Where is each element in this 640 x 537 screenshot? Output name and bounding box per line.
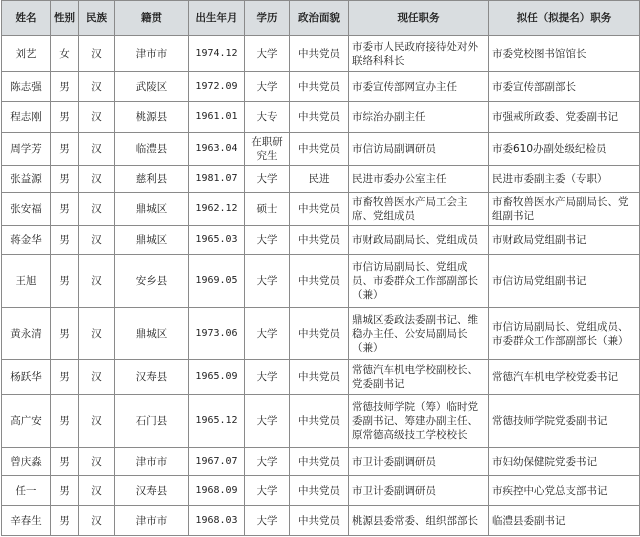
table-row [2,102,640,133]
cell-name: 辛春生 [2,506,51,536]
personnel-table [1,0,640,536]
cell-proposed-post: 市信访局副局长、党组成员、市委群众工作部副部长（兼） [489,308,640,360]
cell-political: 中共党员 [290,226,349,255]
table-row [2,226,640,255]
cell-origin: 津市市 [115,448,189,476]
cell-political: 中共党员 [290,36,349,72]
cell-current-post: 市委宣传部网宣办主任 [349,72,489,102]
cell-ethnicity: 汉 [79,255,115,308]
cell-current-post: 市信访局副局长、党组成员、市委群众工作部副部长（兼） [349,255,489,308]
cell-current-post: 民进市委办公室主任 [349,166,489,193]
cell-gender: 男 [51,133,79,166]
cell-education: 大学 [245,308,290,360]
header-education: 学历 [245,1,290,36]
cell-birth: 1973.06 [189,308,245,360]
table-row [2,36,640,72]
cell-education: 大专 [245,102,290,133]
cell-education: 大学 [245,476,290,506]
cell-gender: 男 [51,308,79,360]
cell-name: 陈志强 [2,72,51,102]
cell-name: 高广安 [2,395,51,448]
cell-birth: 1967.07 [189,448,245,476]
table-row [2,448,640,476]
cell-political: 中共党员 [290,102,349,133]
cell-proposed-post: 市委宣传部副部长 [489,72,640,102]
table-body [2,36,640,536]
cell-origin: 武陵区 [115,72,189,102]
cell-gender: 男 [51,360,79,395]
cell-birth: 1972.09 [189,72,245,102]
cell-birth: 1968.09 [189,476,245,506]
cell-political: 中共党员 [290,72,349,102]
table-row [2,193,640,226]
cell-origin: 汉寿县 [115,476,189,506]
cell-political: 中共党员 [290,308,349,360]
cell-current-post: 常德技师学院（筹）临时党委副书记、筹建办副主任、原常德高级技工学校校长 [349,395,489,448]
cell-gender: 男 [51,166,79,193]
cell-proposed-post: 市财政局党组副书记 [489,226,640,255]
cell-name: 程志刚 [2,102,51,133]
cell-current-post: 市卫计委副调研员 [349,476,489,506]
cell-proposed-post: 临澧县委副书记 [489,506,640,536]
cell-political: 中共党员 [290,395,349,448]
cell-political: 中共党员 [290,193,349,226]
cell-birth: 1965.12 [189,395,245,448]
cell-gender: 男 [51,476,79,506]
cell-education: 大学 [245,395,290,448]
cell-gender: 男 [51,226,79,255]
header-row [2,1,640,36]
table-row [2,476,640,506]
cell-education: 大学 [245,226,290,255]
cell-birth: 1962.12 [189,193,245,226]
cell-political: 中共党员 [290,360,349,395]
cell-birth: 1965.09 [189,360,245,395]
cell-current-post: 市财政局副局长、党组成员 [349,226,489,255]
cell-origin: 津市市 [115,36,189,72]
cell-origin: 安乡县 [115,255,189,308]
cell-gender: 男 [51,255,79,308]
table-row [2,72,640,102]
cell-origin: 鼎城区 [115,226,189,255]
cell-proposed-post: 民进市委副主委（专职） [489,166,640,193]
table-row [2,133,640,166]
cell-education: 大学 [245,166,290,193]
cell-proposed-post: 市畜牧兽医水产局副局长、党组副书记 [489,193,640,226]
cell-education: 大学 [245,72,290,102]
cell-education: 大学 [245,360,290,395]
cell-ethnicity: 汉 [79,102,115,133]
cell-ethnicity: 汉 [79,360,115,395]
header-ethnicity: 民族 [79,1,115,36]
cell-ethnicity: 汉 [79,36,115,72]
cell-gender: 男 [51,395,79,448]
cell-ethnicity: 汉 [79,506,115,536]
cell-birth: 1963.04 [189,133,245,166]
table-row [2,506,640,536]
cell-gender: 男 [51,193,79,226]
table-row [2,395,640,448]
cell-gender: 女 [51,36,79,72]
header-name: 姓名 [2,1,51,36]
cell-political: 中共党员 [290,255,349,308]
cell-name: 蒋金华 [2,226,51,255]
cell-gender: 男 [51,448,79,476]
cell-birth: 1969.05 [189,255,245,308]
cell-ethnicity: 汉 [79,448,115,476]
cell-current-post: 常德汽车机电学校副校长、党委副书记 [349,360,489,395]
cell-birth: 1981.07 [189,166,245,193]
cell-education: 大学 [245,448,290,476]
cell-ethnicity: 汉 [79,226,115,255]
cell-proposed-post: 常德技师学院党委副书记 [489,395,640,448]
header-current-post: 现任职务 [349,1,489,36]
header-birth: 出生年月 [189,1,245,36]
cell-gender: 男 [51,102,79,133]
cell-name: 任一 [2,476,51,506]
cell-birth: 1961.01 [189,102,245,133]
cell-education: 大学 [245,36,290,72]
cell-current-post: 市卫计委副调研员 [349,448,489,476]
cell-education: 大学 [245,506,290,536]
cell-origin: 鼎城区 [115,193,189,226]
header-gender: 性别 [51,1,79,36]
cell-origin: 汉寿县 [115,360,189,395]
cell-origin: 桃源县 [115,102,189,133]
cell-proposed-post: 常德汽车机电学校党委书记 [489,360,640,395]
cell-ethnicity: 汉 [79,193,115,226]
cell-origin: 石门县 [115,395,189,448]
cell-origin: 鼎城区 [115,308,189,360]
table-row [2,166,640,193]
cell-origin: 慈利县 [115,166,189,193]
cell-name: 曾庆淼 [2,448,51,476]
cell-current-post: 市信访局副调研员 [349,133,489,166]
cell-current-post: 市畜牧兽医水产局工会主席、党组成员 [349,193,489,226]
cell-proposed-post: 市妇幼保健院党委书记 [489,448,640,476]
table-row [2,255,640,308]
cell-name: 周学芳 [2,133,51,166]
cell-current-post: 市综治办副主任 [349,102,489,133]
cell-name: 杨跃华 [2,360,51,395]
header-origin: 籍贯 [115,1,189,36]
cell-current-post: 市委市人民政府接待处对外联络科科长 [349,36,489,72]
cell-education: 在职研究生 [245,133,290,166]
cell-name: 刘艺 [2,36,51,72]
cell-political: 中共党员 [290,448,349,476]
cell-political: 民进 [290,166,349,193]
cell-ethnicity: 汉 [79,166,115,193]
cell-birth: 1974.12 [189,36,245,72]
cell-name: 张益源 [2,166,51,193]
cell-proposed-post: 市强戒所政委、党委副书记 [489,102,640,133]
cell-education: 大学 [245,255,290,308]
cell-political: 中共党员 [290,506,349,536]
table-row [2,360,640,395]
cell-ethnicity: 汉 [79,72,115,102]
cell-education: 硕士 [245,193,290,226]
cell-proposed-post: 市委610办副处级纪检员 [489,133,640,166]
table-row [2,308,640,360]
cell-gender: 男 [51,72,79,102]
cell-name: 王旭 [2,255,51,308]
cell-ethnicity: 汉 [79,476,115,506]
cell-ethnicity: 汉 [79,395,115,448]
cell-political: 中共党员 [290,133,349,166]
cell-birth: 1968.03 [189,506,245,536]
cell-proposed-post: 市信访局党组副书记 [489,255,640,308]
cell-proposed-post: 市委党校图书馆馆长 [489,36,640,72]
cell-current-post: 鼎城区委政法委副书记、维稳办主任、公安局副局长（兼） [349,308,489,360]
cell-name: 张安福 [2,193,51,226]
cell-ethnicity: 汉 [79,133,115,166]
header-political: 政治面貌 [290,1,349,36]
cell-proposed-post: 市疾控中心党总支部书记 [489,476,640,506]
cell-origin: 临澧县 [115,133,189,166]
cell-origin: 津市市 [115,506,189,536]
cell-political: 中共党员 [290,476,349,506]
cell-gender: 男 [51,506,79,536]
cell-birth: 1965.03 [189,226,245,255]
cell-ethnicity: 汉 [79,308,115,360]
cell-name: 黄永清 [2,308,51,360]
header-proposed-post: 拟任（拟提名）职务 [489,1,640,36]
cell-current-post: 桃源县委常委、组织部部长 [349,506,489,536]
